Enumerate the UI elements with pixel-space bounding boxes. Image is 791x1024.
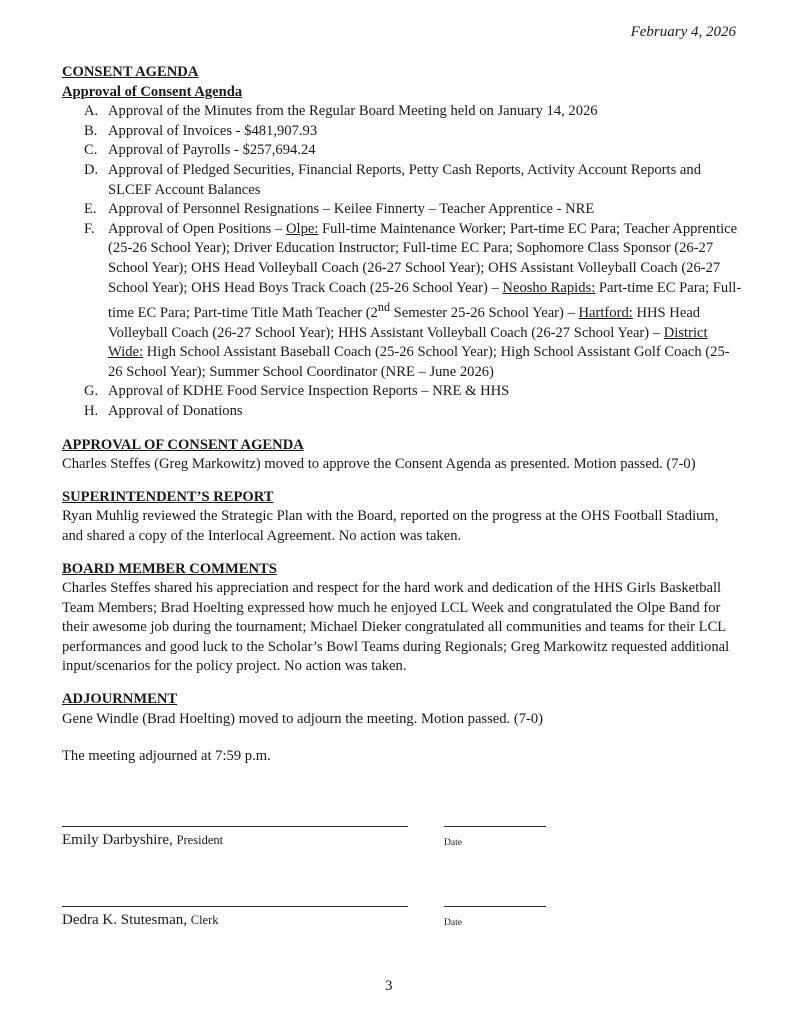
district-positions: High School Assistant Baseball Coach (25-26 School Year); High School Assistant Golf Coach (25-26 School Year); Summer School Coordinator (NRE – June 2026) — [108, 344, 730, 380]
consent-agenda-section — [62, 63, 742, 422]
agenda-item-text: Approval of Payrolls - $257,694.24 — [108, 142, 316, 159]
agenda-item-marker: H. — [84, 402, 99, 419]
signer-name — [62, 832, 223, 849]
location-district-wide: District Wide: — [108, 324, 708, 361]
board-comments-heading: BOARD MEMBER COMMENTS — [62, 560, 277, 577]
superintendent-section — [62, 488, 742, 547]
agenda-item-f — [62, 220, 742, 383]
agenda-item-a — [62, 102, 742, 122]
location-olpe: Olpe: — [285, 220, 319, 237]
superintendent-text: Ryan Muhlig reviewed the Strategic Plan with the Board, reported on the progress at the OHS Football Stadium, and shared a copy of the Interlocal Agreement. No action was taken. — [62, 508, 719, 544]
page-number: 3 — [385, 978, 393, 994]
date-line — [444, 906, 546, 907]
neosho-positions: Part-time EC Para; Full-time EC Para; Part-time Title Math Teacher (2 — [108, 279, 742, 321]
agenda-item-marker: B. — [84, 122, 98, 139]
minutes-body — [62, 63, 742, 767]
agenda-item-text: Approval of Invoices - $481,907.93 — [108, 122, 318, 139]
adjournment-text: Gene Windle (Brad Hoelting) moved to adjourn the meeting. Motion passed. (7-0) — [62, 710, 544, 727]
agenda-item-b — [62, 122, 742, 142]
clerk-role: Clerk — [190, 913, 219, 927]
clerk-name: Dedra K. Stutesman, — [62, 912, 187, 928]
olpe-positions: Full-time Maintenance Worker; Part-time EC Para; Teacher Apprentice (25-26 School Year); Driver Education Instructor; Full-time EC Para; Sophomore Class Sponsor (26-27 School Year); OHS Head Volleyball Coach (26-27 School Year); OHS Assistant Volleyball Coach (26-27 School Year); OHS Head Boys Track Coach (25-26 School Year) – — [108, 220, 738, 296]
location-neosho-rapids: Neosho Rapids: — [502, 279, 596, 296]
superintendent-heading: SUPERINTENDENT’S REPORT — [62, 488, 274, 505]
agenda-item-marker: E. — [84, 201, 97, 218]
agenda-item-marker: C. — [84, 142, 98, 159]
agenda-item-text: Approval of Personnel Resignations – Keilee Finnerty – Teacher Apprentice - NRE — [108, 201, 595, 218]
agenda-item-text: Approval of Pledged Securities, Financial Reports, Petty Cash Reports, Activity Account Reports and SLCEF Account Balances — [108, 161, 701, 198]
approval-section — [62, 436, 742, 475]
neosho-positions-cont: Semester 25-26 School Year) – — [390, 304, 579, 321]
agenda-item-g — [62, 382, 742, 402]
agenda-item-text: Approval of the Minutes from the Regular Board Meeting held on January 14, 2026 — [108, 103, 598, 120]
consent-agenda-list — [62, 102, 742, 421]
agenda-item-h — [62, 402, 742, 422]
agenda-item-marker: D. — [84, 161, 99, 178]
consent-agenda-heading: CONSENT AGENDA — [62, 64, 199, 80]
hartford-positions: HHS Head Volleyball Coach (26-27 School Year); HHS Assistant Volleyball Coach (26-27 School Year) – — [108, 304, 701, 341]
date-line — [444, 826, 546, 827]
agenda-item-text: Approval of KDHE Food Service Inspection Reports – NRE & HHS — [108, 383, 510, 400]
location-hartford: Hartford: — [578, 304, 633, 321]
agenda-item-text — [108, 221, 741, 380]
adjournment-time: The meeting adjourned at 7:59 p.m. — [62, 748, 271, 765]
date-label: Date — [444, 918, 462, 928]
board-comments-text: Charles Steffes shared his appreciation and respect for the hard work and dedication of the HHS Girls Basketball Team Members; Brad Hoelting expressed how much he enjoyed LCL Week and congratulated the Olpe Band for their awesome job during the tournament; Michael Dieker congratulated all communities and teams for their LCL performances and good luck to the Scholar’s Bowl Teams during Regionals; Greg Markowitz requested additional input/scenarios for the policy project. No action was taken. — [62, 580, 730, 675]
agenda-item-c — [62, 141, 742, 161]
agenda-item-marker: A. — [84, 103, 99, 120]
president-role: President — [176, 833, 224, 847]
president-name: Emily Darbyshire, — [62, 832, 173, 848]
approval-text: Charles Steffes (Greg Markowitz) moved to approve the Consent Agenda as presented. Motion passed. (7-0) — [62, 456, 696, 473]
board-comments-section — [62, 560, 742, 678]
approval-heading: APPROVAL OF CONSENT AGENDA — [62, 436, 304, 453]
meeting-date: February 4, 2026 — [630, 24, 736, 40]
agenda-item-marker: F. — [84, 220, 95, 237]
signer-name — [62, 912, 219, 929]
signature-line — [62, 826, 408, 827]
agenda-item-d — [62, 161, 742, 200]
agenda-item-marker: G. — [84, 383, 99, 400]
adjournment-heading: ADJOURNMENT — [62, 691, 178, 708]
agenda-item-e — [62, 200, 742, 220]
open-positions-intro: Approval of Open Positions – — [108, 220, 286, 237]
ordinal-suffix: nd — [377, 300, 391, 315]
signature-line — [62, 906, 408, 907]
adjournment-section — [62, 690, 742, 767]
agenda-item-text: Approval of Donations — [108, 402, 243, 419]
date-label: Date — [444, 838, 462, 848]
consent-agenda-subheading: Approval of Consent Agenda — [62, 83, 243, 100]
